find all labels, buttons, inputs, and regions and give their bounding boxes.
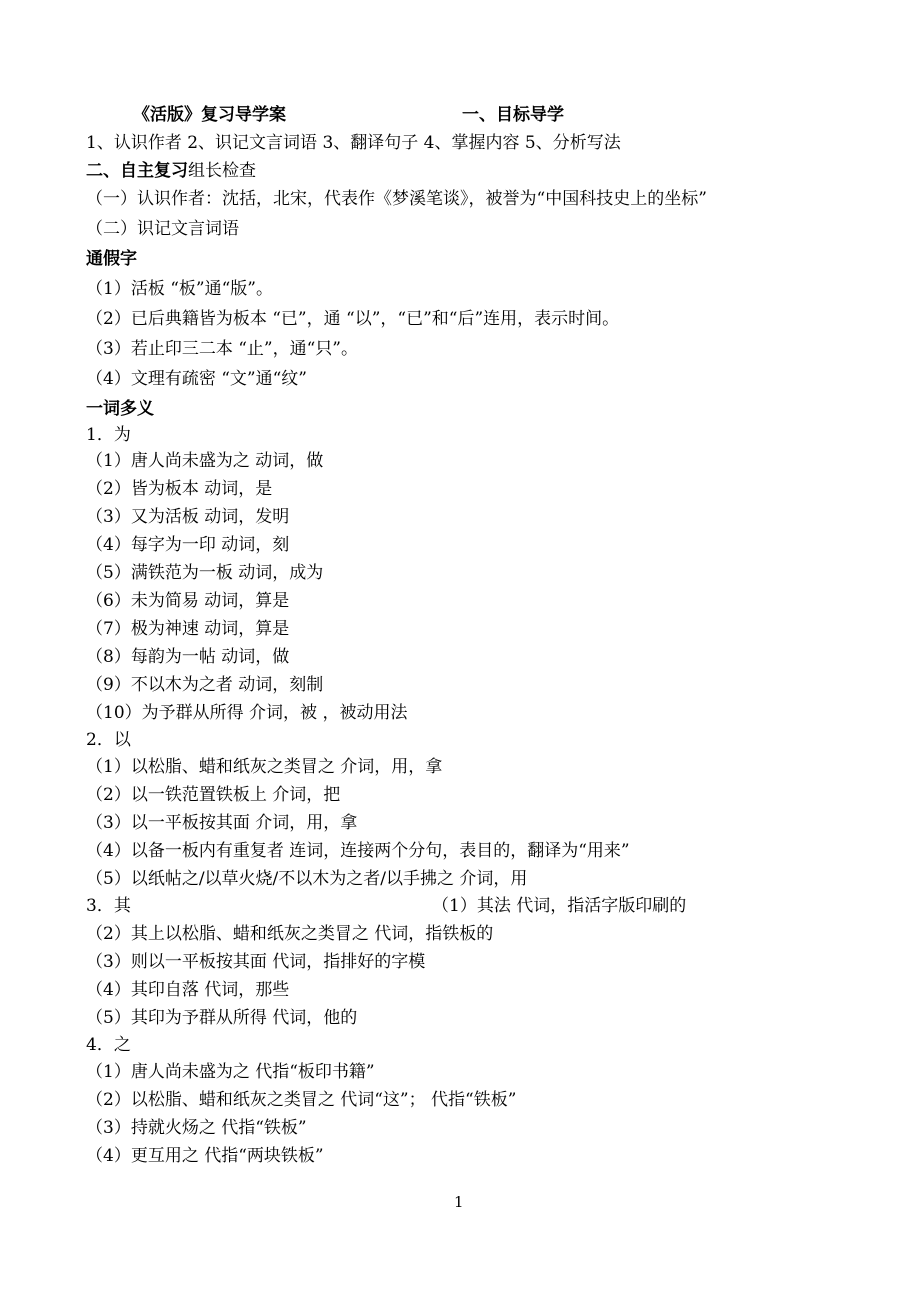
yi-item: （5）以纸帖之/以草火烧/不以木为之者/以手拂之 介词，用 — [86, 869, 528, 889]
wei-item: （7）极为神速 动词，算是 — [86, 619, 290, 639]
word-zhi-label: 4．之 — [86, 1035, 131, 1055]
wei-item: （8）每韵为一帖 动词，做 — [86, 647, 290, 667]
tongjia-item: （3）若止印三二本 “止”，通“只”。 — [86, 339, 358, 359]
word-qi-label: 3．其 — [86, 896, 131, 916]
tongjia-item: （2）已后典籍皆为板本 “已”，通 “以”，“已”和“后”连用，表示时间。 — [86, 309, 620, 329]
wei-item: （2）皆为板本 动词，是 — [86, 479, 273, 499]
tongjia-item: （1）活板 “板”通“版”。 — [86, 279, 273, 299]
wei-item: （4）每字为一印 动词，刻 — [86, 535, 290, 555]
yi-item: （4）以备一板内有重复者 连词，连接两个分句，表目的，翻译为“用来” — [86, 841, 630, 861]
wei-item: （9）不以木为之者 动词，刻制 — [86, 675, 324, 695]
section-review-title-bold: 二、自主复习 — [86, 161, 188, 181]
yi-item: （2）以一铁范置铁板上 介词，把 — [86, 785, 341, 805]
section-goals-title: 一、目标导学 — [462, 105, 564, 125]
wei-item: （6）未为简易 动词，算是 — [86, 591, 290, 611]
tongjia-title: 通假字 — [86, 249, 137, 269]
yi-item: （3）以一平板按其面 介词，用，拿 — [86, 813, 358, 833]
yi-item: （1）以松脂、蜡和纸灰之类冒之 介词，用，拿 — [86, 757, 443, 777]
qi-item: （4）其印自落 代词，那些 — [86, 980, 290, 1000]
zhi-item: （4）更互用之 代指“两块铁板” — [86, 1146, 324, 1166]
zhi-item: （3）持就火炀之 代指“铁板” — [86, 1118, 307, 1138]
word-yi-label: 2．以 — [86, 730, 131, 750]
zhi-item: （1）唐人尚未盛为之 代指“板印书籍” — [86, 1062, 375, 1082]
author-line: （一）认识作者：沈括，北宋，代表作《梦溪笔谈》，被誉为“中国科技史上的坐标” — [86, 189, 707, 209]
section-review-title — [86, 161, 256, 181]
wei-item: （10）为予群从所得 介词，被 ，被动用法 — [86, 703, 408, 723]
goals-list: 1、认识作者 2、识记文言词语 3、翻译句子 4、掌握内容 5、分析写法 — [86, 133, 621, 153]
polysemy-title: 一词多义 — [86, 399, 154, 419]
wei-item: （3）又为活板 动词，发明 — [86, 507, 290, 527]
tongjia-item: （4）文理有疏密 “文”通“纹” — [86, 369, 307, 389]
document-title: 《活版》复习导学案 — [133, 105, 286, 125]
qi-item: （1）其法 代词，指活字版印刷的 — [432, 896, 687, 916]
qi-item: （3）则以一平板按其面 代词，指排好的字模 — [86, 952, 426, 972]
qi-item: （5）其印为予群从所得 代词，他的 — [86, 1008, 358, 1028]
zhi-item: （2）以松脂、蜡和纸灰之类冒之 代词“这”； 代指“铁板” — [86, 1090, 517, 1110]
section-review-title-rest: 组长检查 — [188, 161, 256, 181]
wei-item: （5）满铁范为一板 动词，成为 — [86, 563, 324, 583]
wei-item: （1）唐人尚未盛为之 动词，做 — [86, 451, 324, 471]
qi-item: （2）其上以松脂、蜡和纸灰之类冒之 代词，指铁板的 — [86, 924, 494, 944]
word-wei-label: 1．为 — [86, 425, 131, 445]
vocab-line: （二）识记文言词语 — [86, 219, 239, 239]
page-number: 1 — [454, 1193, 464, 1211]
